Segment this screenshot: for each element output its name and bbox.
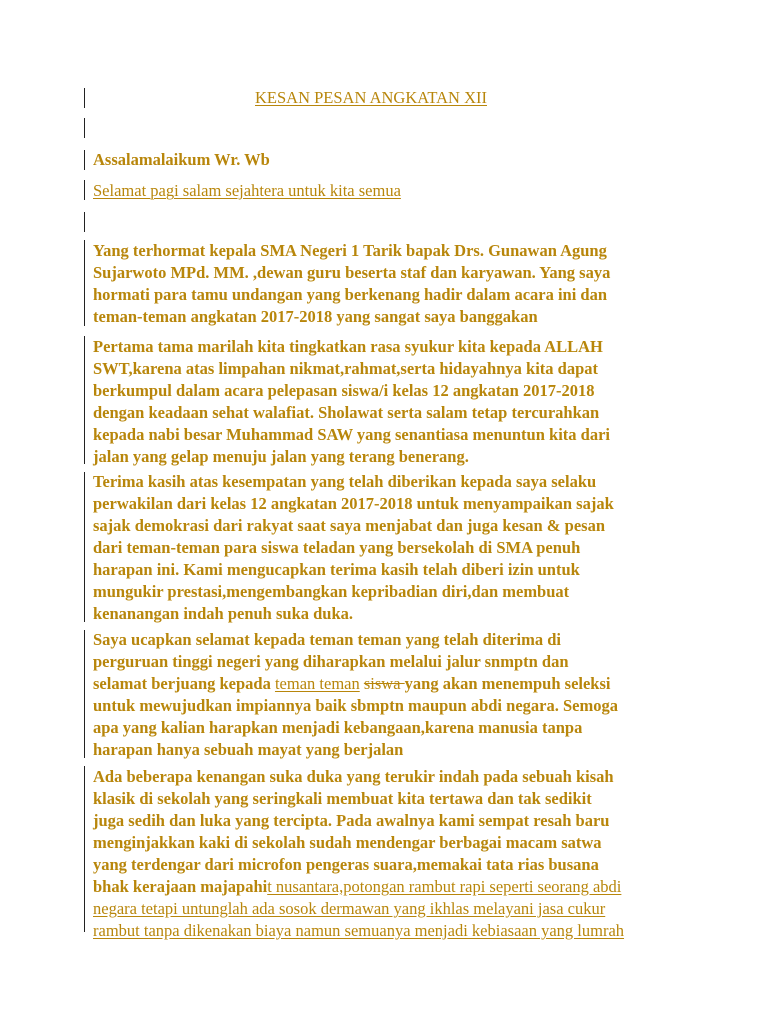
- paragraph-line: kenanangan indah penuh suka duka.: [93, 604, 354, 623]
- paragraph-5: [93, 766, 683, 942]
- paragraph-4: [93, 629, 683, 761]
- paragraph-line: harapan ini. Kami mengucapkan terima kasih telah diberi izin untuk: [93, 560, 580, 579]
- text-run: selamat berjuang kepada: [93, 674, 275, 693]
- revision-insert: t nusantara,potongan rambut rapi seperti seorang abdi: [267, 877, 622, 896]
- revision-insert-line: negara tetapi untunglah ada sosok dermawan yang ikhlas melayani jasa cukur: [93, 899, 606, 918]
- revision-bar: [84, 240, 85, 326]
- text-run: bhak kerajaan majapahi: [93, 877, 268, 896]
- paragraph-line: klasik di sekolah yang seringkali membuat kita tertawa dan tak sedikit: [93, 789, 592, 808]
- paragraph-line: teman-teman angkatan 2017-2018 yang sangat saya banggakan: [93, 307, 538, 326]
- paragraph-line: Ada beberapa kenangan suka duka yang terukir indah pada sebuah kisah: [93, 767, 614, 786]
- revision-bar: [84, 150, 85, 170]
- paragraph-line: SWT,karena atas limpahan nikmat,rahmat,serta hidayahnya kita dapat: [93, 359, 599, 378]
- revision-bar: [84, 180, 85, 200]
- revision-insert: teman teman: [274, 674, 360, 693]
- paragraph-line: hormati para tamu undangan yang berkenang hadir dalam acara ini dan: [93, 285, 608, 304]
- paragraph-line: berkumpul dalam acara pelepasan siswa/i kelas 12 angkatan 2017-2018: [93, 381, 595, 400]
- paragraph-line: apa yang kalian harapkan menjadi kebangaan,karena manusia tanpa: [93, 718, 583, 737]
- paragraph-line: Terima kasih atas kesempatan yang telah diberikan kepada saya selaku: [93, 472, 597, 491]
- paragraph-2: [93, 336, 683, 468]
- revision-bar: [84, 472, 85, 622]
- paragraph-line-mixed: [93, 673, 683, 695]
- paragraph-line: Saya ucapkan selamat kepada teman teman yang telah diterima di: [93, 630, 561, 649]
- paragraph-line: yang terdengar dari microfon pengeras suara,memakai tata rias busana: [93, 855, 599, 874]
- subgreeting: Selamat pagi salam sejahtera untuk kita semua: [93, 181, 401, 200]
- revision-bar: [84, 766, 85, 932]
- paragraph-line: untuk mewujudkan impiannya baik sbmptn maupun abdi negara. Semoga: [93, 696, 618, 715]
- paragraph-line: Sujarwoto MPd. MM. ,dewan guru beserta staf dan karyawan. Yang saya: [93, 263, 611, 282]
- paragraph-line-mixed: [93, 876, 683, 898]
- paragraph-line: kepada nabi besar Muhammad SAW yang senantiasa menuntun kita dari: [93, 425, 610, 444]
- paragraph-line: dengan keadaan sehat walafiat. Sholawat serta salam tetap tercurahkan: [93, 403, 600, 422]
- revision-bar: [84, 118, 85, 138]
- paragraph-line: perwakilan dari kelas 12 angkatan 2017-2018 untuk menyampaikan sajak: [93, 494, 614, 513]
- paragraph-line: menginjakkan kaki di sekolah sudah mendengar berbagai macam satwa: [93, 833, 602, 852]
- revision-bar: [84, 212, 85, 232]
- revision-insert-line: rambut tanpa dikenakan biaya namun semuanya menjadi kebiasaan yang lumrah: [93, 921, 625, 940]
- paragraph-3: [93, 471, 683, 625]
- paragraph-1: [93, 240, 683, 328]
- paragraph-line: dari teman-teman para siswa teladan yang bersekolah di SMA penuh: [93, 538, 581, 557]
- paragraph-line: Pertama tama marilah kita tingkatkan rasa syukur kita kepada ALLAH: [93, 337, 603, 356]
- revision-delete: siswa: [363, 674, 405, 693]
- revision-bar: [84, 336, 85, 464]
- greeting: Assalamalaikum Wr. Wb: [93, 150, 270, 169]
- paragraph-line: mungukir prestasi,mengembangkan kepribadian diri,dan membuat: [93, 582, 570, 601]
- paragraph-line: Yang terhormat kepala SMA Negeri 1 Tarik bapak Drs. Gunawan Agung: [93, 241, 607, 260]
- text-run: yang akan menempuh seleksi: [404, 674, 611, 693]
- paragraph-line: juga sedih dan luka yang tercipta. Pada awalnya kami sempat resah baru: [93, 811, 610, 830]
- paragraph-line: perguruan tinggi negeri yang diharapkan melalui jalur snmptn dan: [93, 652, 569, 671]
- revision-bar: [84, 88, 85, 108]
- document-title: KESAN PESAN ANGKATAN XII: [255, 88, 487, 107]
- paragraph-line: jalan yang gelap menuju jalan yang terang benerang.: [93, 447, 469, 466]
- paragraph-line: sajak demokrasi dari rakyat saat saya menjabat dan juga kesan & pesan: [93, 516, 606, 535]
- revision-bar: [84, 630, 85, 758]
- paragraph-line: harapan hanya sebuah mayat yang berjalan: [93, 740, 404, 759]
